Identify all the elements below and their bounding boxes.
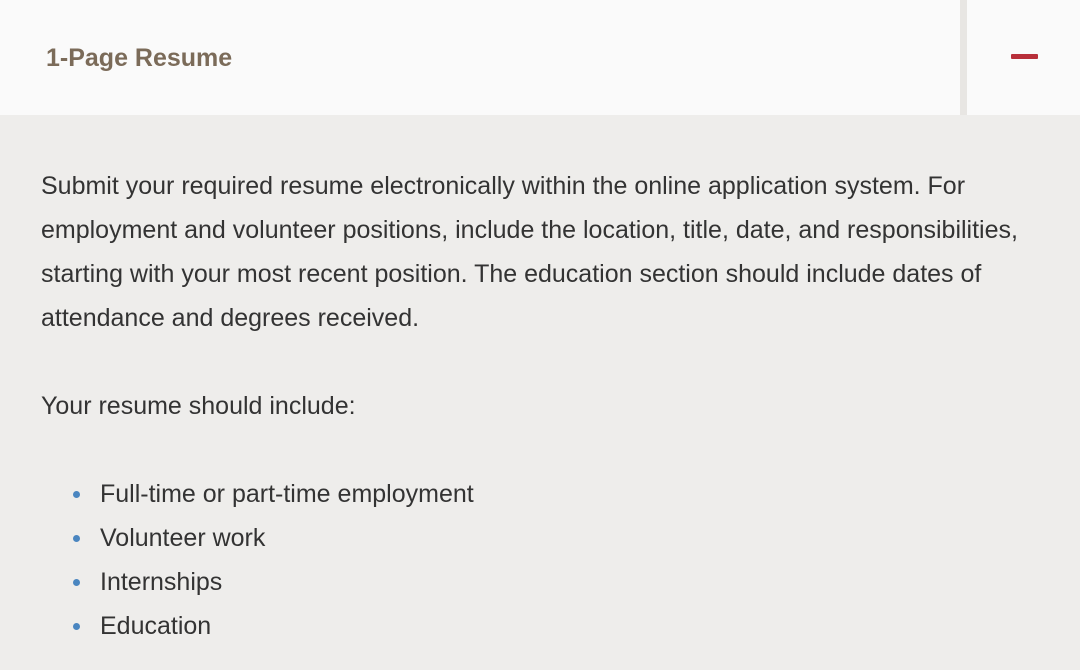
list-item-label: Education bbox=[100, 612, 212, 640]
list-item bbox=[41, 604, 1021, 648]
list-item bbox=[41, 472, 1021, 516]
resume-instructions-paragraph: Submit your required resume electronically within the online application system. For employment and volunteer positions, include the location, title, date, and responsibilities, starting with your most recent position. The education section should include dates of attendance and degrees received. bbox=[41, 172, 1018, 332]
accordion-header[interactable] bbox=[0, 0, 1080, 115]
bullet-icon bbox=[73, 491, 80, 498]
header-divider bbox=[960, 0, 967, 115]
list-item-label: Internships bbox=[100, 568, 223, 596]
list-item-label: Full-time or part-time employment bbox=[100, 480, 474, 508]
accordion-content bbox=[41, 164, 1021, 648]
accordion-title[interactable]: 1-Page Resume bbox=[46, 44, 233, 72]
bullet-icon bbox=[73, 579, 80, 586]
collapse-toggle-button[interactable] bbox=[967, 0, 1080, 115]
list-item bbox=[41, 516, 1021, 560]
bullet-icon bbox=[73, 535, 80, 542]
resume-include-intro: Your resume should include: bbox=[41, 392, 356, 420]
resume-include-list bbox=[41, 472, 1021, 648]
minus-icon bbox=[1011, 54, 1038, 59]
list-item-label: Volunteer work bbox=[100, 524, 266, 552]
bullet-icon bbox=[73, 623, 80, 630]
list-item bbox=[41, 560, 1021, 604]
